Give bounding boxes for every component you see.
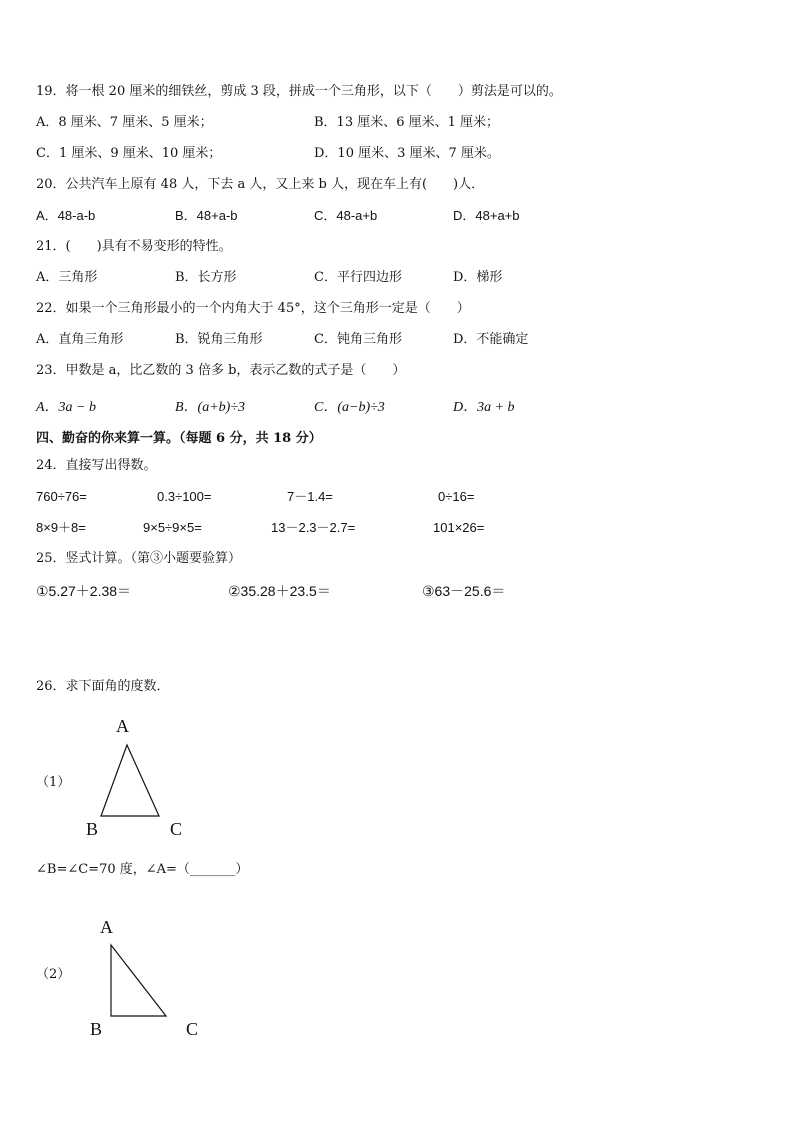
q20-option-c: C．48-a+b xyxy=(314,208,378,223)
q25-item-2: ②35.28＋23.5＝ xyxy=(228,583,331,599)
q19-option-c: C．1 厘米、9 厘米、10 厘米； xyxy=(36,146,222,161)
q24-stem: 24．直接写出得数。 xyxy=(36,458,157,473)
q26-stem: 26．求下面角的度数． xyxy=(36,679,170,694)
q25-stem: 25．竖式计算。（第③小题要验算） xyxy=(36,551,242,566)
q20-option-d: D．48+a+b xyxy=(453,208,520,223)
q22-stem: 22．如果一个三角形最小的一个内角大于 45°，这个三角形一定是（ ） xyxy=(36,301,470,316)
fig1-number: （1） xyxy=(36,775,71,790)
q25-item-1: ①5.27＋2.38＝ xyxy=(36,583,132,599)
q19-option-b: B．13 厘米、6 厘米、1 厘米； xyxy=(314,115,500,130)
q24-calc-2: 0.3÷100= xyxy=(157,489,212,504)
q23-option-a: A．3a − b xyxy=(36,400,96,415)
q22-option-c: C．钝角三角形 xyxy=(314,332,402,347)
section-4-heading: 四、勤奋的你来算一算。（每题 6 分，共 18 分） xyxy=(36,431,322,446)
fig1-vertex-c-label: C xyxy=(170,819,183,839)
isosceles-triangle-shape xyxy=(101,745,159,816)
q21-option-d: D．梯形 xyxy=(453,270,503,285)
q21-stem: 21．( )具有不易变形的特性。 xyxy=(36,239,232,254)
q23-stem: 23．甲数是 a，比乙数的 3 倍多 b，表示乙数的式子是（ ） xyxy=(36,363,406,378)
fig2-number: （2） xyxy=(36,967,71,982)
q20-option-b: B．48+a-b xyxy=(175,208,238,223)
right-triangle-figure xyxy=(108,942,170,1020)
q24-calc-1: 760÷76= xyxy=(36,489,87,504)
q20-stem: 20．公共汽车上原有 48 人，下去 a 人，又上来 b 人，现在车上有( )人． xyxy=(36,177,485,192)
isosceles-triangle-figure xyxy=(98,742,164,820)
fig2-vertex-b-label: B xyxy=(90,1019,103,1039)
fig1-caption: ∠B=∠C=70 度，∠A=（_______） xyxy=(36,862,249,877)
fig1-vertex-a-label: A xyxy=(116,716,129,736)
q19-option-a: A．8 厘米、7 厘米、5 厘米； xyxy=(36,115,213,130)
q24-calc-4: 0÷16= xyxy=(438,489,475,504)
q20-option-a: A．48-a-b xyxy=(36,208,96,223)
q24-calc-3: 7－1.4= xyxy=(287,489,333,504)
right-triangle-shape xyxy=(111,945,166,1016)
q21-option-c: C．平行四边形 xyxy=(314,270,402,285)
q22-option-a: A．直角三角形 xyxy=(36,332,124,347)
q23-option-c: C．(a−b)÷3 xyxy=(314,400,385,415)
fig2-vertex-c-label: C xyxy=(186,1019,199,1039)
fig2-vertex-a-label: A xyxy=(100,917,113,937)
q22-option-b: B．锐角三角形 xyxy=(175,332,263,347)
q19-option-d: D．10 厘米、3 厘米、7 厘米。 xyxy=(314,146,500,161)
q22-option-d: D．不能确定 xyxy=(453,332,529,347)
q21-option-b: B．长方形 xyxy=(175,270,237,285)
q25-item-3: ③63－25.6＝ xyxy=(422,583,506,599)
q24-calc-5: 8×9＋8= xyxy=(36,520,86,535)
q23-option-b: B．(a+b)÷3 xyxy=(175,400,246,415)
q24-calc-6: 9×5÷9×5= xyxy=(143,520,202,535)
q19-stem: 19．将一根 20 厘米的细铁丝，剪成 3 段，拼成一个三角形，以下（ ）剪法是可以的。 xyxy=(36,84,562,99)
q23-option-d: D．3a + b xyxy=(453,400,515,415)
q24-calc-7: 13－2.3－2.7= xyxy=(271,520,356,535)
fig1-vertex-b-label: B xyxy=(86,819,99,839)
q21-option-a: A．三角形 xyxy=(36,270,98,285)
q24-calc-8: 101×26= xyxy=(433,520,485,535)
